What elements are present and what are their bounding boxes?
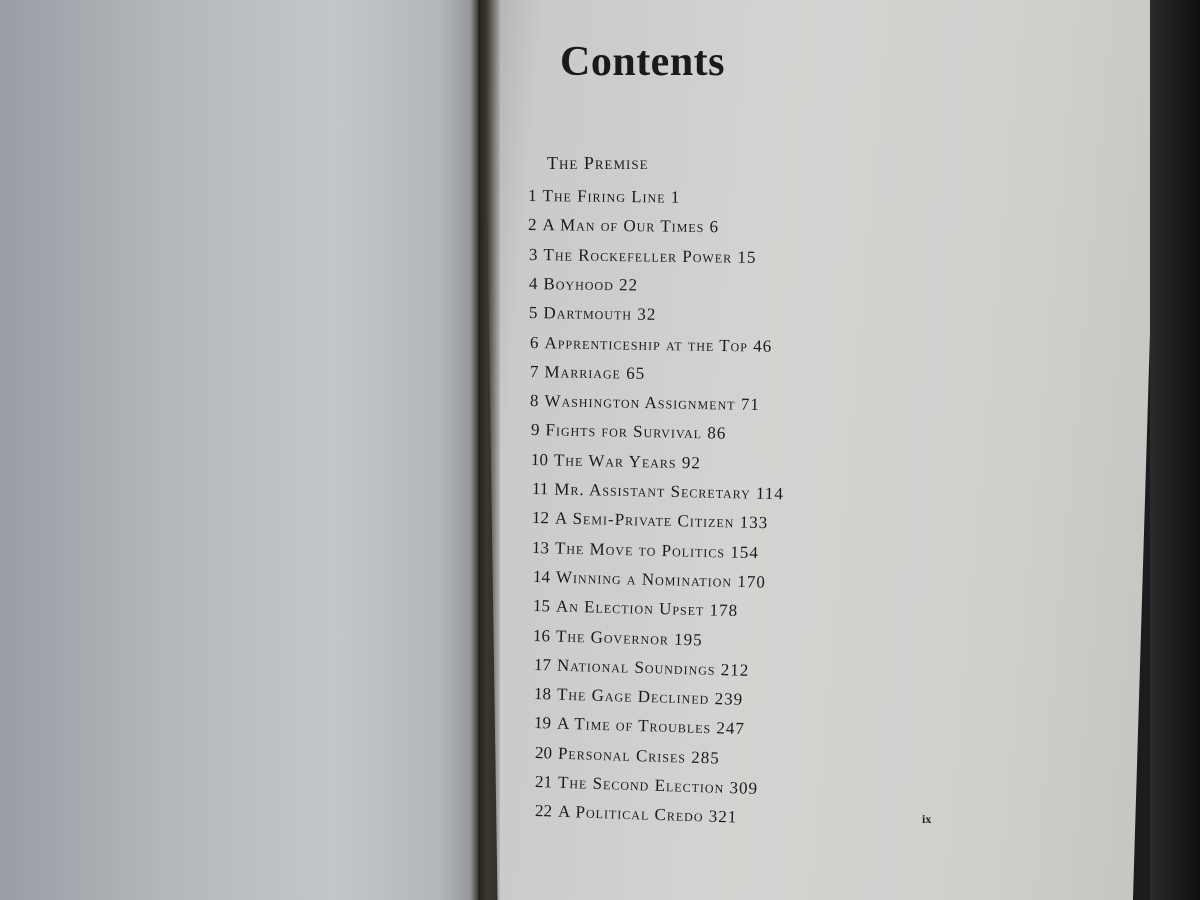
- toc-entry-number: 7: [529, 361, 539, 381]
- toc-entry-title: Apprenticeship at the Top 46: [544, 332, 773, 356]
- toc-entry-title: A Semi-Private Citizen 133: [554, 508, 769, 533]
- toc-entry-number: 9: [530, 420, 540, 440]
- book-gutter: [470, 0, 500, 900]
- toc-entry-number: 2: [528, 215, 537, 235]
- toc-entry-number: 22: [535, 801, 553, 821]
- background-shadow: [1150, 0, 1200, 900]
- toc-entry-number: 21: [534, 772, 553, 792]
- toc-entry-number: 4: [528, 273, 538, 294]
- toc-entry-title: The Rockefeller Power 15: [543, 244, 757, 267]
- toc-entry-title: Winning a Nomination 170: [555, 567, 766, 592]
- toc-entry: [531, 450, 701, 473]
- toc-entry-number: 16: [533, 625, 551, 645]
- toc-entry-number: 11: [531, 479, 549, 499]
- toc-entry-title: A Political Credo 321: [558, 802, 738, 827]
- toc-entry: [531, 420, 727, 444]
- toc-entry-title: The Governor 195: [556, 626, 704, 649]
- toc-entry-title: Mr. Assistant Secretary 114: [553, 479, 784, 504]
- toc-entry: [530, 362, 646, 384]
- toc-entry-title: Washington Assignment 71: [544, 391, 761, 415]
- toc-entry-number: 20: [534, 742, 552, 763]
- left-page-blank: [0, 0, 478, 900]
- page-title: Contents: [560, 39, 726, 85]
- toc-entry-number: 6: [529, 332, 539, 352]
- toc-entry: [529, 245, 757, 268]
- toc-entry-title: An Election Upset 178: [555, 596, 739, 621]
- toc-entry-title: The Second Election 309: [557, 772, 759, 799]
- section-heading: The Premise: [547, 153, 649, 173]
- toc-entry-number: 14: [532, 566, 550, 587]
- toc-entry-title: A Man of Our Times 6: [542, 215, 720, 237]
- toc-entry-title: Boyhood 22: [543, 274, 639, 295]
- toc-entry-number: 3: [528, 244, 538, 264]
- toc-entry-number: 1: [527, 186, 537, 206]
- toc-entry-number: 18: [533, 684, 552, 704]
- page-number: ix: [922, 812, 932, 826]
- toc-entry-title: Personal Crises 285: [557, 743, 720, 768]
- toc-entry-title: National Soundings 212: [556, 655, 750, 680]
- toc-entry-title: The Gage Declined 239: [556, 684, 744, 710]
- toc-entry: [530, 333, 773, 357]
- toc-entry-number: 10: [530, 449, 549, 470]
- toc-entry: [529, 274, 638, 295]
- toc-entry-title: A Time of Troubles 247: [557, 714, 746, 739]
- toc-entry-title: The Move to Politics 154: [554, 538, 760, 562]
- toc-entry-number: 19: [534, 713, 552, 733]
- right-page: [484, 0, 1160, 900]
- toc-entry-number: 12: [531, 508, 550, 528]
- toc-entry-number: 17: [533, 654, 551, 675]
- toc-entry-title: The Firing Line 1: [542, 186, 681, 207]
- toc-entry-title: The War Years 92: [553, 450, 702, 473]
- toc-entry-number: 13: [531, 537, 550, 557]
- toc-entry-title: Marriage 65: [544, 362, 646, 383]
- toc-entry: [528, 215, 719, 237]
- toc-entry-number: 15: [532, 596, 551, 616]
- toc-entry-title: Fights for Survival 86: [545, 420, 727, 444]
- toc-entry: [528, 186, 680, 208]
- toc-entry: [529, 303, 657, 325]
- toc-entry: [530, 391, 760, 415]
- toc-entry-title: Dartmouth 32: [543, 303, 657, 325]
- toc-entry-number: 5: [529, 303, 539, 323]
- toc-entry: [533, 626, 703, 650]
- toc-entry-number: 8: [530, 391, 540, 411]
